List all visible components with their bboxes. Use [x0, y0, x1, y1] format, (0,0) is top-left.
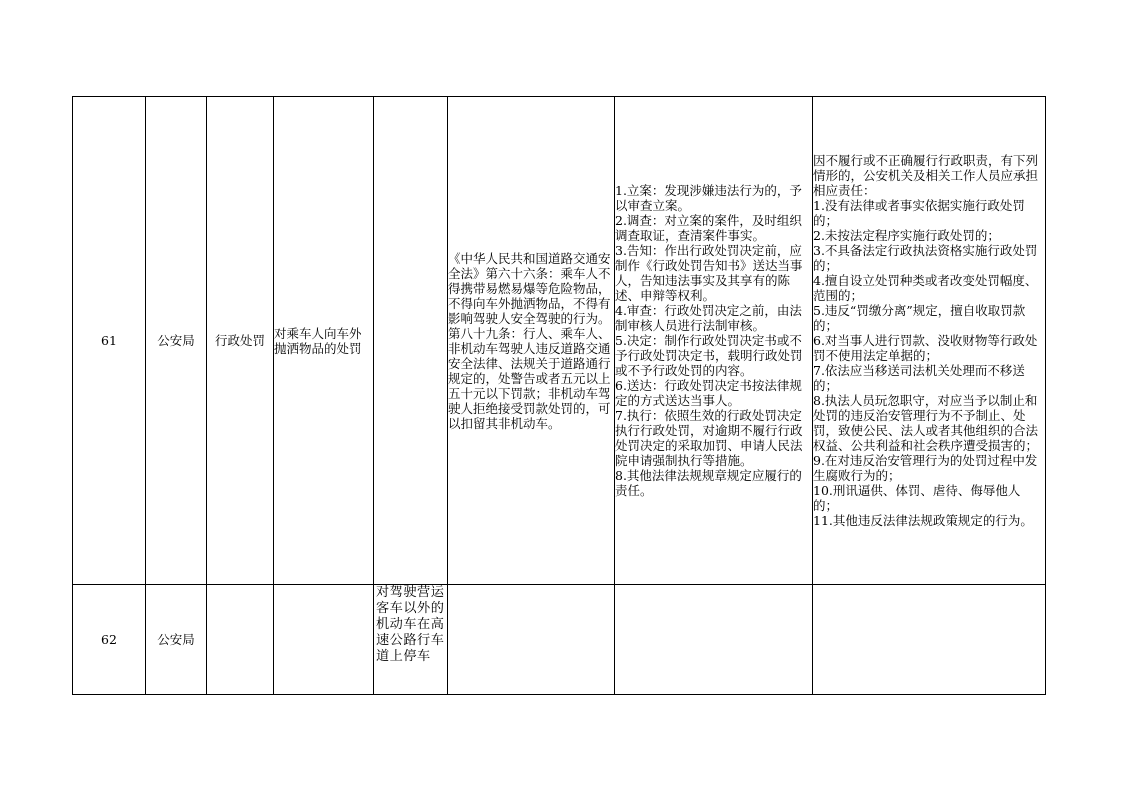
row-number-cell: 61 [73, 97, 146, 585]
liability-cell [813, 585, 1046, 695]
row-number-cell: 62 [73, 585, 146, 695]
liability-cell: 因不履行或不正确履行行政职责，有下列情形的，公安机关及相关工作人员应承担相应责任： 1.没有法律或者事实依据实施行政处罚的； 2.未按法定程序实施行政处罚的； 3.不具备法定行政执法资格实施行政处罚的； 4.擅自设立处罚种类或者改变处罚幅度、范围的； 5.违反“罚缴分离”规定，擅自收取罚款的； 6.对当事人进行罚款、没收财物等行政处罚不使用法定单据的； 7.依法应当移送司法机关处理而不移送的； 8.执法人员玩忽职守，对应当予以制止和处罚的违反治安管理行为不予制止、处罚，致使公民、法人或者其他组织的合法权益、公共利益和社会秩序遭受损害的； 9.在对违反治安管理行为的处罚过程中发生腐败行为的； 10.刑讯逼供、体罚、虐待、侮辱他人的； 11.其他违反法律法规政策规定的行为。 [813, 97, 1046, 585]
category-cell [207, 585, 274, 695]
subitem-cell [374, 97, 448, 585]
process-cell: 1.立案：发现涉嫌违法行为的，予以审查立案。 2.调查：对立案的案件，及时组织调查取证，查清案件事实。 3.告知：作出行政处罚决定前，应制作《行政处罚告知书》送达当事人，告知违法事实及其享有的陈述、申辩等权利。 4.审查：行政处罚决定之前，由法制审核人员进行法制审核。 5.决定：制作行政处罚决定书或不予行政处罚决定书，载明行政处罚或不予行政处罚的内容。 6.送达：行政处罚决定书按法律规定的方式送达当事人。 7.执行：依照生效的行政处罚决定执行行政处罚，对逾期不履行行政处罚决定的采取加罚、申请人民法院申请强制执行等措施。 8.其他法律法规规章规定应履行的责任。 [615, 97, 813, 585]
subitem-cell: 对驾驶营运客车以外的机动车在高速公路行车道上停车 [374, 585, 448, 695]
legal-basis-cell: 《中华人民共和国道路交通安全法》第六十六条：乘车人不得携带易燃易爆等危险物品，不得向车外抛洒物品，不得有影响驾驶人安全驾驶的行为。 第八十九条：行人、乘车人、非机动车驾驶人违反道路交通安全法律、法规关于道路通行规定的，处警告或者五元以上五十元以下罚款；非机动车驾驶人拒绝接受罚款处罚的，可以扣留其非机动车。 [448, 97, 615, 585]
authority-table [72, 96, 1046, 695]
table-row [73, 585, 1046, 695]
department-cell: 公安局 [146, 585, 207, 695]
table-row [73, 97, 1046, 585]
department-cell: 公安局 [146, 97, 207, 585]
item-name-cell [274, 585, 374, 695]
legal-basis-cell [448, 585, 615, 695]
process-cell [615, 585, 813, 695]
category-cell: 行政处罚 [207, 97, 274, 585]
item-name-cell: 对乘车人向车外抛洒物品的处罚 [274, 97, 374, 585]
